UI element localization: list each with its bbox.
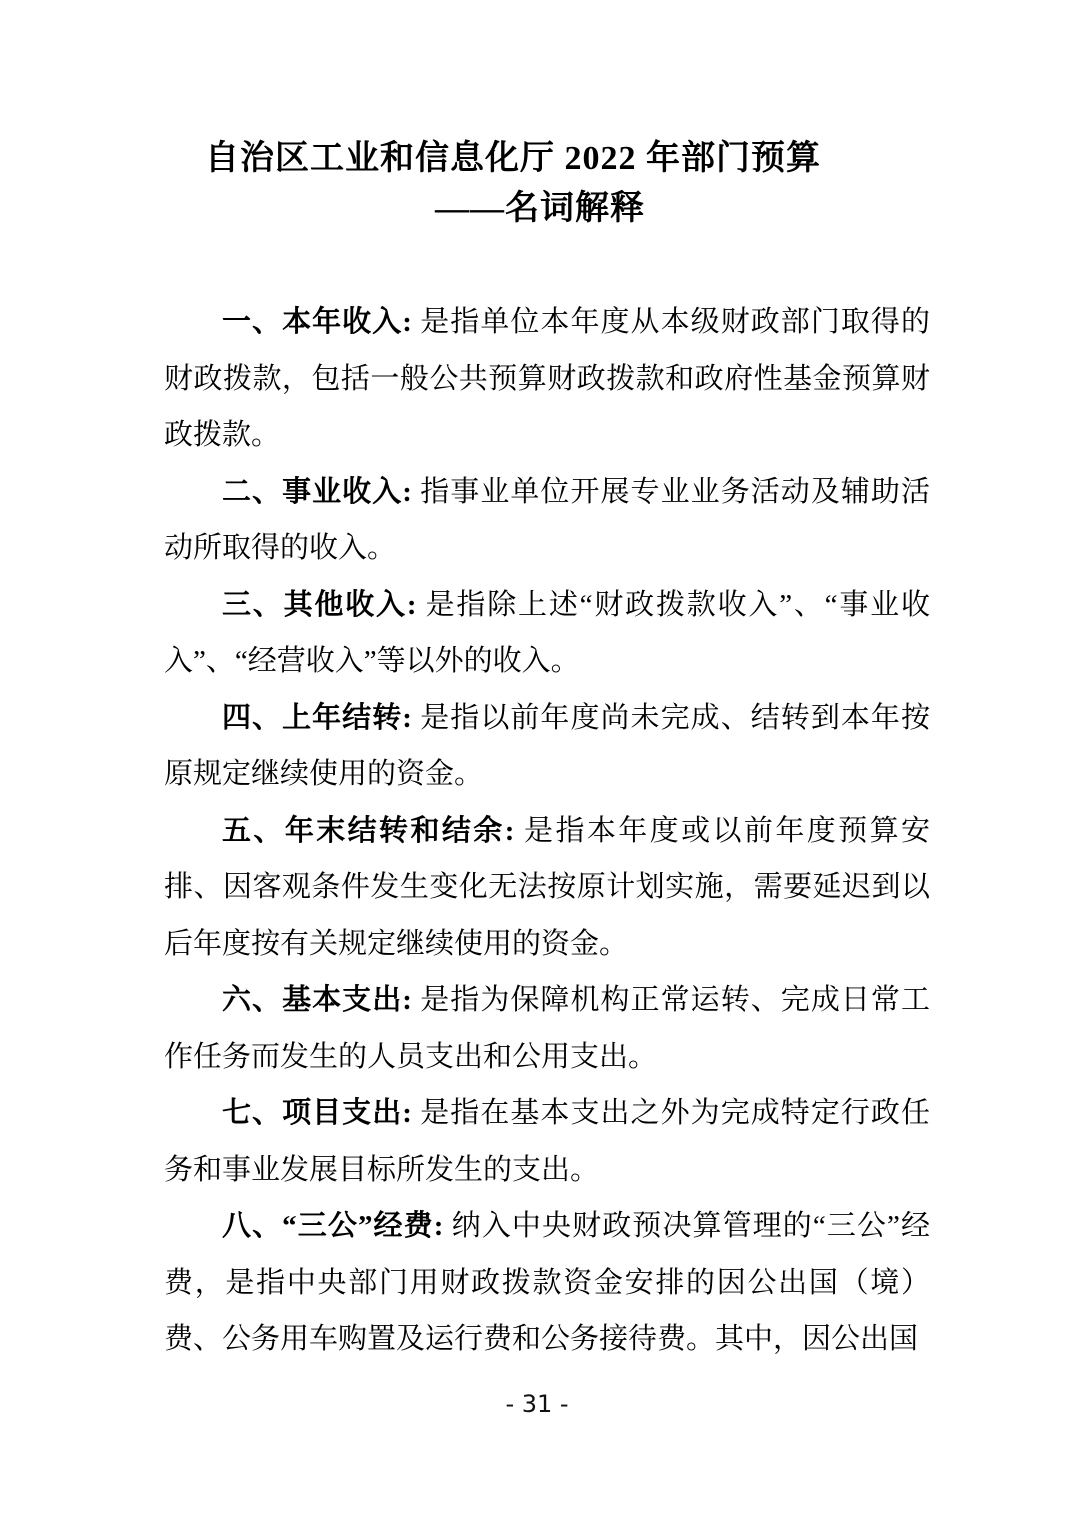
glossary-definition: 是指以前年度尚未完成、结转到本年按原规定继续使用的资金。 [164, 701, 930, 790]
glossary-term: 六、基本支出: [222, 984, 412, 1016]
document-title-line1: 自治区工业和信息化厅 2022 年部门预算 [205, 140, 821, 177]
glossary-definition: 是指本年度或以前年度预算安排、因客观条件发生变化无法按原计划实施，需要延迟到以后年度按有关规定继续使用的资金。 [164, 814, 930, 960]
glossary-paragraph-1 [164, 294, 930, 464]
document-title [0, 0, 1074, 234]
glossary-definition: 是指在基本支出之外为完成特定行政任务和事业发展目标所发生的支出。 [164, 1097, 930, 1186]
glossary-paragraph-7 [164, 1085, 930, 1198]
glossary-paragraph-8 [164, 1198, 930, 1368]
document-title-line2: ——名词解释 [435, 190, 645, 227]
glossary-definition: 是指除上述“财政拨款收入”、“事业收入”、“经营收入”等以外的收入。 [164, 588, 930, 677]
glossary-definition: 是指单位本年度从本级财政部门取得的财政拨款，包括一般公共预算财政拨款和政府性基金预算财政拨款。 [164, 306, 930, 451]
glossary-definition: 是指为保障机构正常运转、完成日常工作任务而发生的人员支出和公用支出。 [164, 984, 930, 1073]
glossary-paragraph-2 [164, 464, 930, 577]
glossary-term: 四、上年结转: [222, 701, 412, 734]
glossary-content [164, 294, 930, 1368]
glossary-term: 七、项目支出: [222, 1097, 412, 1129]
glossary-term: 二、事业收入: [222, 475, 412, 508]
glossary-term: 八、“三公”经费: [222, 1210, 444, 1242]
glossary-paragraph-4 [164, 690, 930, 803]
glossary-term: 一、本年收入: [222, 306, 412, 338]
page-number: - 31 - [505, 1390, 569, 1418]
glossary-definition: 纳入中央财政预决算管理的“三公”经费，是指中央部门用财政拨款资金安排的因公出国（境）费、公务用车购置及运行费和公务接待费。其中，因公出国 [164, 1210, 930, 1355]
glossary-paragraph-6 [164, 972, 930, 1085]
glossary-term: 三、其他收入: [222, 588, 417, 621]
glossary-paragraph-5 [164, 803, 930, 973]
glossary-definition: 指事业单位开展专业业务活动及辅助活动所取得的收入。 [164, 475, 930, 564]
glossary-term: 五、年末结转和结余: [222, 814, 515, 847]
glossary-paragraph-3 [164, 577, 930, 690]
